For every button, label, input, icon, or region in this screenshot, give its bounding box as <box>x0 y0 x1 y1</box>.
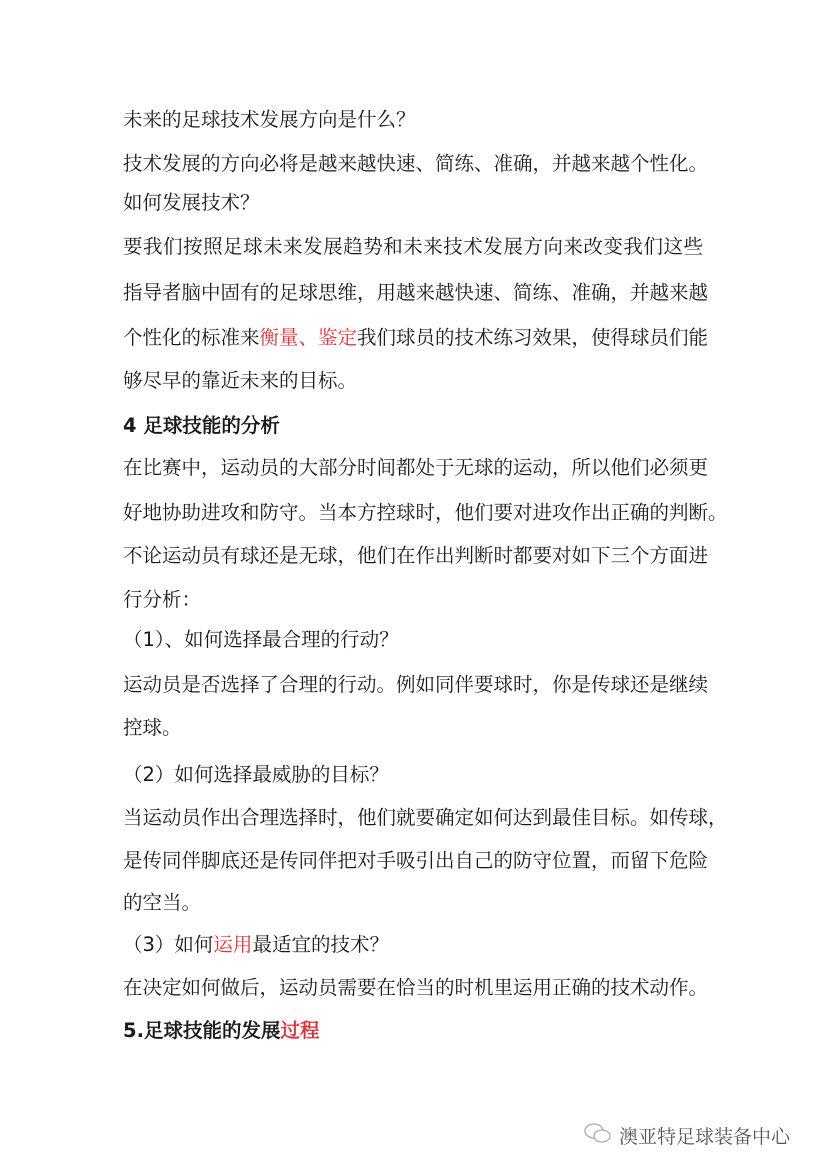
paragraph-line: 在比赛中，运动员的大部分时间都处于无球的运动，所以他们必须更 <box>123 456 709 479</box>
watermark <box>583 1122 790 1148</box>
text-segment: （3）如何 <box>123 933 214 956</box>
wechat-icon <box>583 1122 613 1149</box>
paragraph-line: 好地协助进攻和防守。当本方控球时，他们要对进攻作出正确的判断。 <box>123 501 728 524</box>
paragraph-line: 运动员是否选择了合理的行动。例如同伴要球时，你是传球还是继续 <box>123 673 709 696</box>
watermark-text: 澳亚特足球装备中心 <box>619 1125 791 1148</box>
paragraph-line: 够尽早的靠近未来的目标。 <box>123 369 358 392</box>
text-segment: 我们球员的技术练习效果，使得球员们能 <box>357 326 709 349</box>
highlighted-text: 过程 <box>280 1019 320 1042</box>
subheading: （1）、如何选择最合理的行动？ <box>123 628 399 651</box>
text-segment: 5.足球技能的发展 <box>123 1019 281 1042</box>
paragraph-line: 在决定如何做后，运动员需要在恰当的时机里运用正确的技术动作。 <box>123 976 709 999</box>
highlighted-text: 衡量、鉴定 <box>259 326 358 349</box>
highlighted-text: 运用 <box>213 933 253 956</box>
paragraph-line: 不论运动员有球还是无球，他们在作出判断时都要对如下三个方面进 <box>123 544 709 567</box>
section-heading: 4 足球技能的分析 <box>123 414 280 437</box>
subheading <box>123 932 703 958</box>
section-heading <box>123 1018 703 1044</box>
text-segment: 最适宜的技术？ <box>252 933 389 956</box>
question-line: 如何发展技术？ <box>123 191 260 214</box>
paragraph-line: 要我们按照足球未来发展趋势和未来技术发展方向来改变我们这些 <box>123 235 703 258</box>
paragraph-line <box>123 325 709 351</box>
paragraph-line: 是传同伴脚底还是传同伴把对手吸引出自己的防守位置，而留下危险 <box>123 849 709 872</box>
paragraph-line: 指导者脑中固有的足球思维，用越来越快速、简练、准确，并越来越 <box>123 281 709 304</box>
question-line: 未来的足球技术发展方向是什么？ <box>123 108 416 131</box>
paragraph-line: 当运动员作出合理选择时，他们就要确定如何达到最佳目标。如传球， <box>123 806 728 829</box>
text-segment: 个性化的标准来 <box>123 326 260 349</box>
paragraph-line: 技术发展的方向必将是越来越快速、简练、准确，并越来越个性化。 <box>123 152 709 175</box>
subheading: （2）如何选择最威胁的目标？ <box>123 763 389 786</box>
paragraph-line: 控球。 <box>123 716 182 739</box>
paragraph-line: 行分析： <box>123 588 202 611</box>
paragraph-line: 的空当。 <box>123 891 202 914</box>
